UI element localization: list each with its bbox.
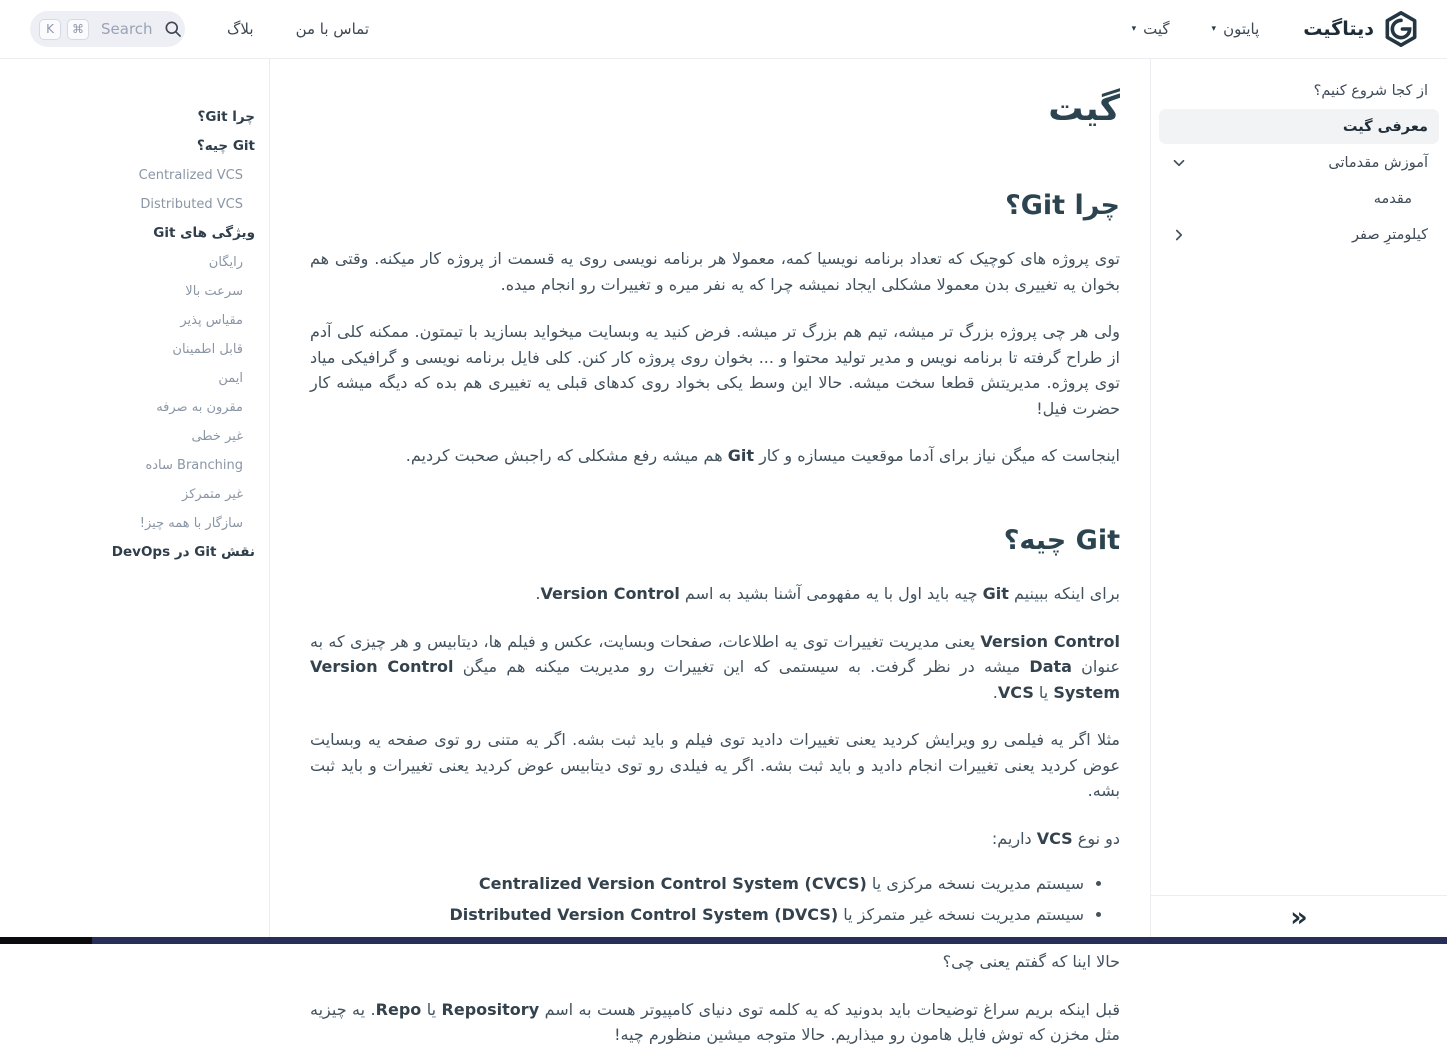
top-navbar xyxy=(0,0,1447,59)
key-cmd-badge: ⌘ xyxy=(67,19,89,40)
bold-text: Version Control System xyxy=(310,657,1120,702)
content-area xyxy=(0,59,1447,1045)
paragraph xyxy=(310,826,1120,852)
nav-dropdown-python[interactable] xyxy=(1212,20,1260,38)
text-run: توی پروژه های کوچیک که تعداد برنامه نویسیا کمه، معمولا هر برنامه نویسی روی یه قسمت از پروژه کار میکنه. وقتی هم بخوان یه تغییری بدن معمولا مشکلی ایجاد نمیشه چرا که یه نفر میره و تغییرات رو انجام میده. xyxy=(310,249,1120,294)
chevron-right-icon xyxy=(1170,226,1188,244)
text-run: چرا Git؟ xyxy=(1005,190,1120,221)
text-run: دو نوع xyxy=(1072,828,1120,848)
search-icon xyxy=(163,19,183,39)
toc-item[interactable]: سرعت بالا xyxy=(185,284,243,299)
bold-text: Distributed Version Control System (DVCS) xyxy=(449,904,839,924)
text-run: . یه چیزیه مثل مخزن که توش فایل هامون رو میذاریم. حالا متوجه میشین منظورم چیه! xyxy=(310,999,1120,1045)
nav-dropdown-git[interactable] xyxy=(1132,20,1170,38)
text-run: میشه در نظر گرفت. به سیستمی که این تغییرات رو مدیریت میکنه هم میگن xyxy=(453,657,1030,677)
text-run: . xyxy=(992,682,998,702)
toc-item[interactable]: Centralized VCS xyxy=(138,168,243,183)
list-item xyxy=(310,871,1084,897)
paragraph xyxy=(310,246,1120,297)
section-heading-why-git xyxy=(310,188,1120,224)
sidebar-item-label: از کجا شروع کنیم؟ xyxy=(1313,82,1428,99)
text-run: حالا اینا که گفتم یعنی چی؟ xyxy=(942,952,1120,972)
article xyxy=(270,59,1150,1045)
toc-item[interactable]: ایمن xyxy=(218,371,243,386)
nav-dropdown-git-label: گیت xyxy=(1143,20,1170,38)
sidebar-item[interactable] xyxy=(1159,181,1439,216)
sidebar-item[interactable] xyxy=(1159,217,1439,252)
search-placeholder: Search xyxy=(101,20,153,38)
sidebar-nav xyxy=(1151,73,1447,895)
toc-item[interactable]: نقش Git در DevOps xyxy=(111,544,255,560)
toc-item[interactable]: سازگار با همه چیز! xyxy=(139,516,243,531)
toc-item[interactable]: ویژگی های Git xyxy=(153,225,255,241)
text-run: برای اینکه ببینیم xyxy=(1008,584,1120,604)
section-heading-what-is-git xyxy=(310,523,1120,559)
text-run: Git چیه؟ xyxy=(1003,524,1120,556)
bold-text: Repo xyxy=(375,999,422,1019)
text-run: یا xyxy=(1033,682,1054,702)
primary-nav xyxy=(1132,20,1260,38)
toc-item[interactable]: چرا Git؟ xyxy=(197,109,255,125)
sidebar-item[interactable] xyxy=(1159,145,1439,180)
sidebar-collapse-button[interactable]: » xyxy=(1280,904,1317,937)
text-run: سیستم مدیریت نسخه غیر متمرکز یا xyxy=(838,904,1084,924)
sidebar-item-label: آموزش مقدماتی xyxy=(1328,154,1428,171)
text-run: یا xyxy=(421,999,442,1019)
text-run: . xyxy=(535,584,541,604)
text-run: یعنی مدیریت تغییرات توی یه اطلاعات، صفحات وبسایت، عکس و فیلم ها، دیتابیس و هر چیزی که به عنوان xyxy=(310,631,1120,677)
paragraph xyxy=(310,997,1120,1048)
toc-item[interactable]: Branching ساده xyxy=(145,458,243,473)
chevron-down-icon xyxy=(1170,154,1188,172)
bold-text: VCS xyxy=(1036,828,1073,848)
toc-item[interactable]: Git چیه؟ xyxy=(196,138,255,154)
list-item xyxy=(310,902,1084,928)
article-body xyxy=(310,85,1120,1048)
bold-text: Repository xyxy=(441,999,540,1019)
text-run: داریم: xyxy=(991,828,1037,848)
key-k-badge: K xyxy=(39,19,61,40)
bold-text: Centralized Version Control System (CVCS) xyxy=(478,874,867,894)
caret-down-icon: ▾ xyxy=(1211,23,1217,34)
bold-text: Version Control xyxy=(540,584,680,604)
brand[interactable] xyxy=(1303,11,1419,47)
sidebar-item-label: مقدمه xyxy=(1373,190,1412,207)
bold-text: Data xyxy=(1029,657,1072,677)
brand-logo-icon xyxy=(1383,11,1419,47)
text-run: اینجاست که میگن نیاز برای آدما موقعیت میسازه و کار xyxy=(753,446,1120,466)
bold-text: Version Control xyxy=(980,631,1120,651)
page-title xyxy=(310,85,1120,134)
paragraph xyxy=(310,629,1120,706)
contact-link[interactable]: تماس با من xyxy=(295,20,370,38)
paragraph xyxy=(310,319,1120,421)
text-run: چیه باید اول با یه مفهومی آشنا بشید به اسم xyxy=(679,584,983,604)
paragraph xyxy=(310,443,1120,469)
docs-sidebar xyxy=(1150,59,1447,944)
sidebar-item[interactable] xyxy=(1159,73,1439,108)
toc-item[interactable]: مقیاس پذیر xyxy=(180,313,243,328)
toc-item[interactable]: مقرون به صرفه xyxy=(156,400,243,415)
text-run: سیستم مدیریت نسخه مرکزی یا xyxy=(866,874,1084,894)
search-box[interactable] xyxy=(30,11,185,47)
caret-down-icon: ▾ xyxy=(1131,23,1137,34)
bold-text: Git xyxy=(727,446,754,466)
toc xyxy=(0,59,270,944)
sidebar-item-label: کیلومترِ صفر xyxy=(1352,226,1428,243)
bottom-bar xyxy=(0,937,1447,944)
text-run: هم میشه رفع مشکلی که راجبش صحبت کردیم. xyxy=(405,446,728,466)
vcs-types-list xyxy=(310,871,1120,927)
blog-link[interactable]: بلاگ xyxy=(227,20,254,38)
toc-item[interactable]: قابل اطمینان xyxy=(172,342,243,357)
toc-item[interactable]: غیر خطی xyxy=(191,429,243,444)
bold-text: Git xyxy=(982,584,1009,604)
toc-list xyxy=(0,103,269,567)
sidebar-item-label: معرفی گیت xyxy=(1342,118,1428,135)
text-run: ولی هر چی پروژه بزرگ تر میشه، تیم هم بزرگ تر میشه. فرض کنید یه وبسایت میخواید بسازید با تیمتون. ممکنه کلی آدم از طراح گرفته تا برنامه نویس و مدیر تولید محتوا و ... بخوان روی پروژه کار کنن. کلی فایل برنامه نویسی و گرافیکی میاد توی پروژه. مدیریتش قطعا سخت میشه. حالا این وسط یکی بخواد روی کدهای قبلی یه تغییری هم بده که دیگه میشه کار حضرت فیل! xyxy=(310,322,1120,418)
toc-item[interactable]: رایگان xyxy=(208,255,243,270)
nav-dropdown-python-label: پایتون xyxy=(1223,20,1260,38)
text-run: گیت xyxy=(1048,89,1120,129)
sidebar-item[interactable] xyxy=(1159,109,1439,144)
paragraph xyxy=(310,727,1120,804)
bottom-bar-segment xyxy=(0,937,92,944)
toc-item[interactable]: غیر متمرکز xyxy=(182,487,243,502)
paragraph xyxy=(310,949,1120,975)
text-run: مثلا اگر یه فیلمی رو ویرایش کردید یعنی تغییرات دادید توی فیلم و باید ثبت بشه. اگر یه متنی رو توی صفحه یه وبسایت عوض کردید یعنی تغییرات انجام دادید و باید ثبت بشه. اگر یه فیلدی رو توی دیتابیس عوض کردید یعنی تغییرات و باید ثبت بشه. xyxy=(310,730,1120,801)
paragraph xyxy=(310,581,1120,607)
toc-item[interactable]: Distributed VCS xyxy=(140,197,243,212)
bold-text: VCS xyxy=(997,682,1034,702)
brand-name: دیتاگیت xyxy=(1303,18,1374,40)
text-run: قبل اینکه بریم سراغ توضیحات باید بدونید که یه کلمه توی دنیای کامپیوتر هست به اسم xyxy=(539,999,1121,1019)
